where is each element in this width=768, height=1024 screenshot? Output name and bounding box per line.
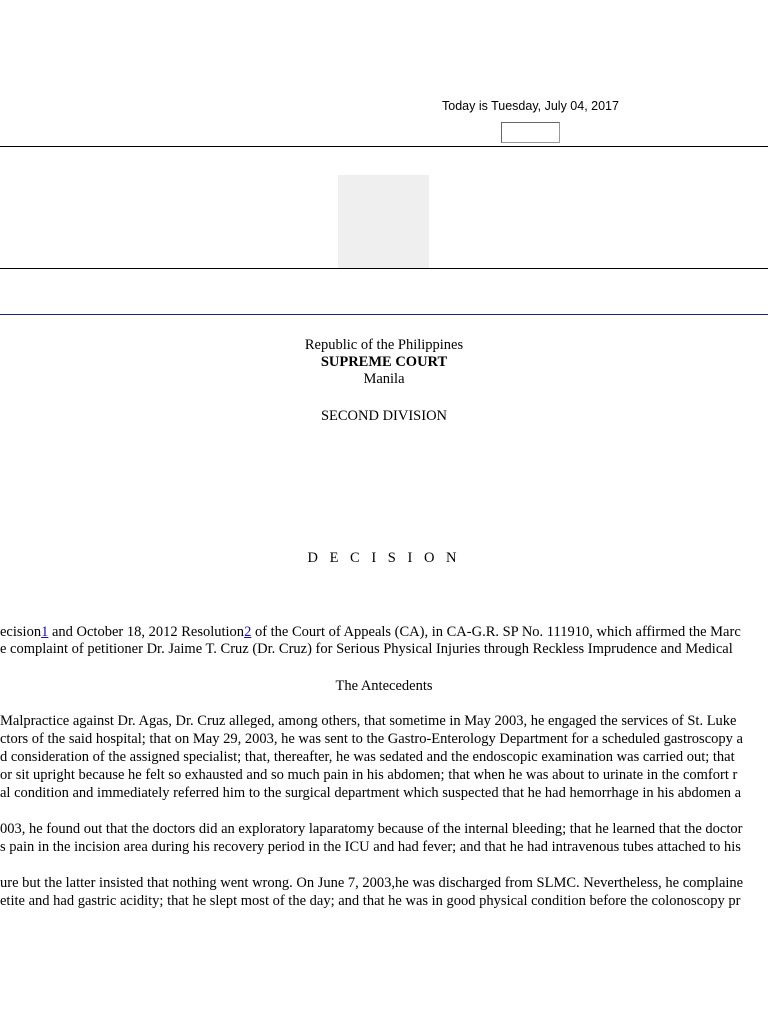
division-heading: SECOND DIVISION (320, 408, 448, 424)
footnote-link-2[interactable]: 2 (244, 624, 252, 640)
search-input[interactable] (501, 122, 560, 143)
city-heading: Manila (363, 371, 405, 387)
paragraph-1-line-2: e complaint of petitioner Dr. Jaime T. Cruz (Dr. Cruz) for Serious Physical Injuries through Reckless Imprudence and Medical (0, 641, 733, 657)
paragraph-1-line-1 (0, 624, 741, 641)
header-divider-top (0, 146, 768, 147)
today-date: Today is Tuesday, July 04, 2017 (442, 99, 619, 113)
paragraph-3-line-2: s pain in the incision area during his recovery period in the ICU and had fever; and that he had intravenous tubes attached to his (0, 839, 741, 855)
decision-title: D E C I S I O N (307, 550, 461, 566)
paragraph-2-line-3: d consideration of the assigned specialist; that, thereafter, he was sedated and the endoscopic examination was carried out; that (0, 749, 735, 765)
paragraph-2-line-1: Malpractice against Dr. Agas, Dr. Cruz alleged, among others, that sometime in May 2003, he engaged the services of St. Luke (0, 713, 737, 729)
text-segment: of the Court of Appeals (CA), in CA-G.R. SP No. 111910, which affirmed the Marc (251, 624, 741, 640)
text-segment: and October 18, 2012 Resolution (48, 624, 245, 640)
footnote-link-1[interactable]: 1 (41, 624, 49, 640)
text-segment: ecision (0, 624, 42, 640)
header-divider-bottom (0, 268, 768, 269)
paragraph-2-line-4: or sit upright because he felt so exhausted and so much pain in his abdomen; that when he was about to urinate in the comfort r (0, 767, 738, 783)
paragraph-4-line-1: ure but the latter insisted that nothing went wrong. On June 7, 2003,he was discharged from SLMC. Nevertheless, he complaine (0, 875, 744, 891)
supreme-court-heading: SUPREME COURT (320, 354, 448, 370)
antecedents-heading: The Antecedents (335, 678, 433, 694)
paragraph-2-line-5: al condition and immediately referred him to the surgical department which suspected that he had hemorrhage in his abdomen a (0, 785, 742, 801)
paragraph-4-line-2: etite and had gastric acidity; that he slept most of the day; and that he was in good physical condition before the colonoscopy pr (0, 893, 741, 909)
paragraph-3-line-1: 003, he found out that the doctors did an exploratory laparatomy because of the internal bleeding; that he learned that the doctor (0, 821, 743, 837)
site-logo-placeholder (338, 175, 429, 268)
content-divider (0, 314, 768, 315)
republic-heading: Republic of the Philippines (304, 337, 464, 353)
paragraph-2-line-2: ctors of the said hospital; that on May 29, 2003, he was sent to the Gastro-Enterology Department for a scheduled gastroscopy a (0, 731, 743, 747)
